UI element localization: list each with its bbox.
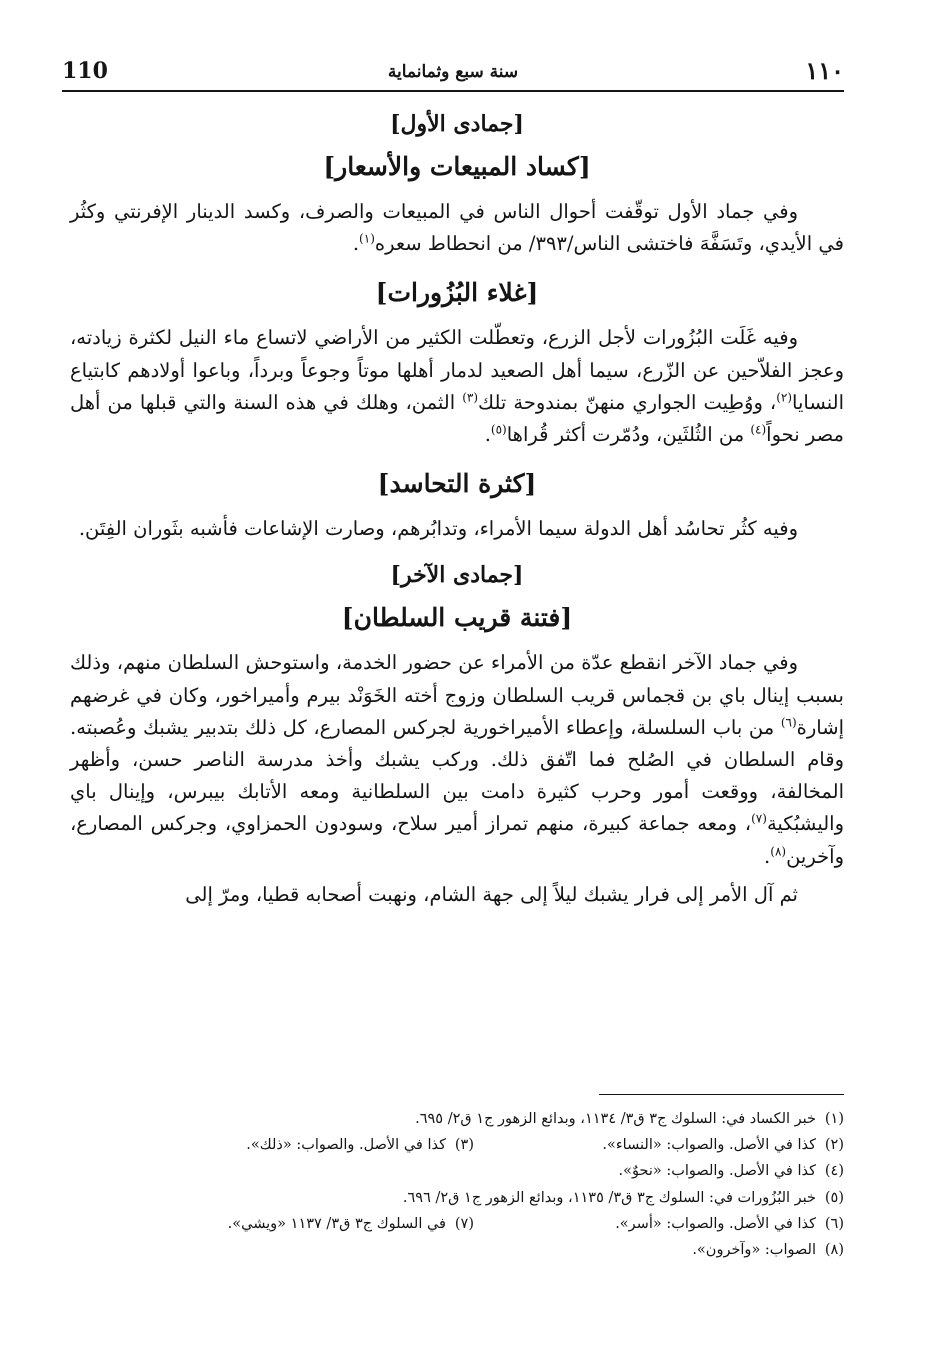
page-number-latin: 110 — [62, 58, 108, 84]
footnote-number: (٤) — [824, 1163, 844, 1180]
footnote-ref: (٢) — [776, 390, 793, 405]
footnote-number: (٥) — [824, 1189, 844, 1206]
section-heading: [غلاء البُزُورات] — [375, 278, 539, 308]
footnote-line — [96, 1132, 844, 1158]
footnote — [228, 1211, 474, 1237]
footnote-text: في السلوك ج٣ ق٣/ ١١٣٧ «ويشي». — [227, 1215, 446, 1232]
footnote — [246, 1132, 474, 1158]
footnote-text: كذا في الأصل. والصواب: «أسر». — [615, 1215, 816, 1232]
footnote-text: كذا في الأصل. والصواب: «نحوٌ». — [618, 1163, 816, 1180]
running-header — [62, 56, 844, 92]
footnote-number: (٢) — [824, 1137, 844, 1154]
body-paragraph: وفيه كثُر تحاسُد أهل الدولة سيما الأمراء، وتدابُرهم، وصارت الإشاعات فأشبه بثَوران الفِتَن. — [78, 517, 798, 541]
footnote-text: خبر البُزُورات في: السلوك ج٣ ق٣/ ١١٣٥، وبدائع الزهور ج١ ق٢/ ٦٩٦. — [402, 1189, 816, 1206]
month-heading: [جمادى الآخر] — [390, 562, 524, 589]
footnote — [474, 1132, 844, 1158]
footnote-divider — [599, 1094, 844, 1095]
footnote-line — [96, 1106, 844, 1132]
running-title: سنة سبع وثمانماية — [387, 62, 519, 82]
footnote-ref: (٨) — [770, 844, 787, 859]
footnote-line — [96, 1185, 844, 1211]
footnote-number: (٧) — [454, 1215, 474, 1232]
month-heading: [جمادى الأول] — [390, 111, 524, 137]
footnote — [415, 1106, 844, 1132]
footnote-line — [96, 1158, 844, 1184]
body-paragraph: ثم آل الأمر إلى فرار يشبك ليلاً إلى جهة الشام، ونهبت أصحابه قطيا، ومرّ إلى — [185, 882, 798, 906]
footnote-text: كذا في الأصل. والصواب: «ذلك». — [246, 1137, 446, 1154]
body-paragraph: وفي جماد الآخر انقطع عدّة من الأمراء عن حضور الخدمة، واستوحش السلطان منهم، وذلك بسبب إينال باي بن قجماس قريب السلطان وزوج أخته الخَوَنْد بيرم وأميراخور، وكان في غرضهم إشارة$^{(٦)}$ من باب السلسلة، وإعطاء الأميراخورية لجركس المصارع، كل ذلك بتدبير يشبك وعُصبته. وقام السلطان في الصُلح فما اتّفق ذلك. وركب يشبك وأخذ مدرسة الناصر حسن، وأظهر المخالفة، ووقعت أمور وحرب كثيرة دامت بين السلطانية ومعه الأتابك بيبرس، وإينال باي واليشبُكية$^{(٧)}$، ومعه جماعة كبيرة، منهم تمراز أمير سلاح، وسودون الحمزاوي، وجركس المصارع، وآخرين$^{(٨)}$. — [70, 651, 844, 868]
footnote — [474, 1211, 844, 1237]
footnote-ref: (٧) — [751, 811, 767, 826]
footnote-ref: (٣) — [462, 390, 479, 405]
body-paragraph: وفيه غَلَت البُزُورات لأجل الزرع، وتعطّلت الكثير من الأراضي لاتساع ماء النيل لكثرة زيادته، وعجز الفلاّحين عن الزّرع، سيما أهل الصعيد لدمار أهلها موتاً وجوعاً وبرداً، وباعوا أولادهم كابتياع النسايا$^{(٢)}$، ووُطِيت الجواري منهنّ بمندوحة تلك$^{(٣)}$ الثمن، وهلك في هذه السنة والتي قبلها من أهل مصر نحواً$^{(٤)}$ من الثُلثَين، ودُمّرت أكثر قُراها$^{(٥)}$. — [70, 326, 844, 447]
main-text — [70, 106, 844, 917]
footnote-text: الصواب: «وآخرون». — [692, 1242, 816, 1259]
section-heading: [فتنة قريب السلطان] — [341, 603, 573, 633]
footnote-line — [96, 1211, 844, 1237]
footnote-number: (٨) — [824, 1242, 844, 1259]
footnote — [618, 1158, 844, 1184]
footnote — [403, 1185, 844, 1211]
footnote-text: كذا في الأصل. والصواب: «النساء». — [602, 1137, 816, 1154]
footnote-line — [96, 1237, 844, 1263]
footnote-ref: (٤) — [750, 422, 767, 437]
footnote-number: (١) — [824, 1111, 844, 1127]
body-paragraph: وفي جماد الأول توقّفت أحوال الناس في المبيعات والصرف، وكسد الدينار الإفرنتي وكثُر في الأيدي، وتَسَفَّهَ فاختشى الناس/٣٩٣/ من انحطاط سعره$^{(١)}$. — [70, 200, 844, 256]
page-number-arabic: ١١٠ — [805, 56, 844, 85]
footnotes — [96, 1106, 844, 1263]
footnote-ref: (٦) — [780, 715, 797, 730]
footnote-ref: (٥) — [490, 422, 507, 437]
section-heading: [كثرة التحاسد] — [377, 469, 537, 499]
footnote-number: (٦) — [824, 1215, 844, 1232]
footnote — [692, 1237, 844, 1263]
section-heading: [كساد المبيعات والأسعار] — [323, 152, 591, 181]
footnote-ref: (١) — [359, 231, 375, 246]
footnote-number: (٣) — [454, 1137, 474, 1154]
footnote-text: خبر الكساد في: السلوك ج٣ ق٣/ ١١٣٤، وبدائع الزهور ج١ ق٢/ ٦٩٥. — [415, 1111, 816, 1127]
